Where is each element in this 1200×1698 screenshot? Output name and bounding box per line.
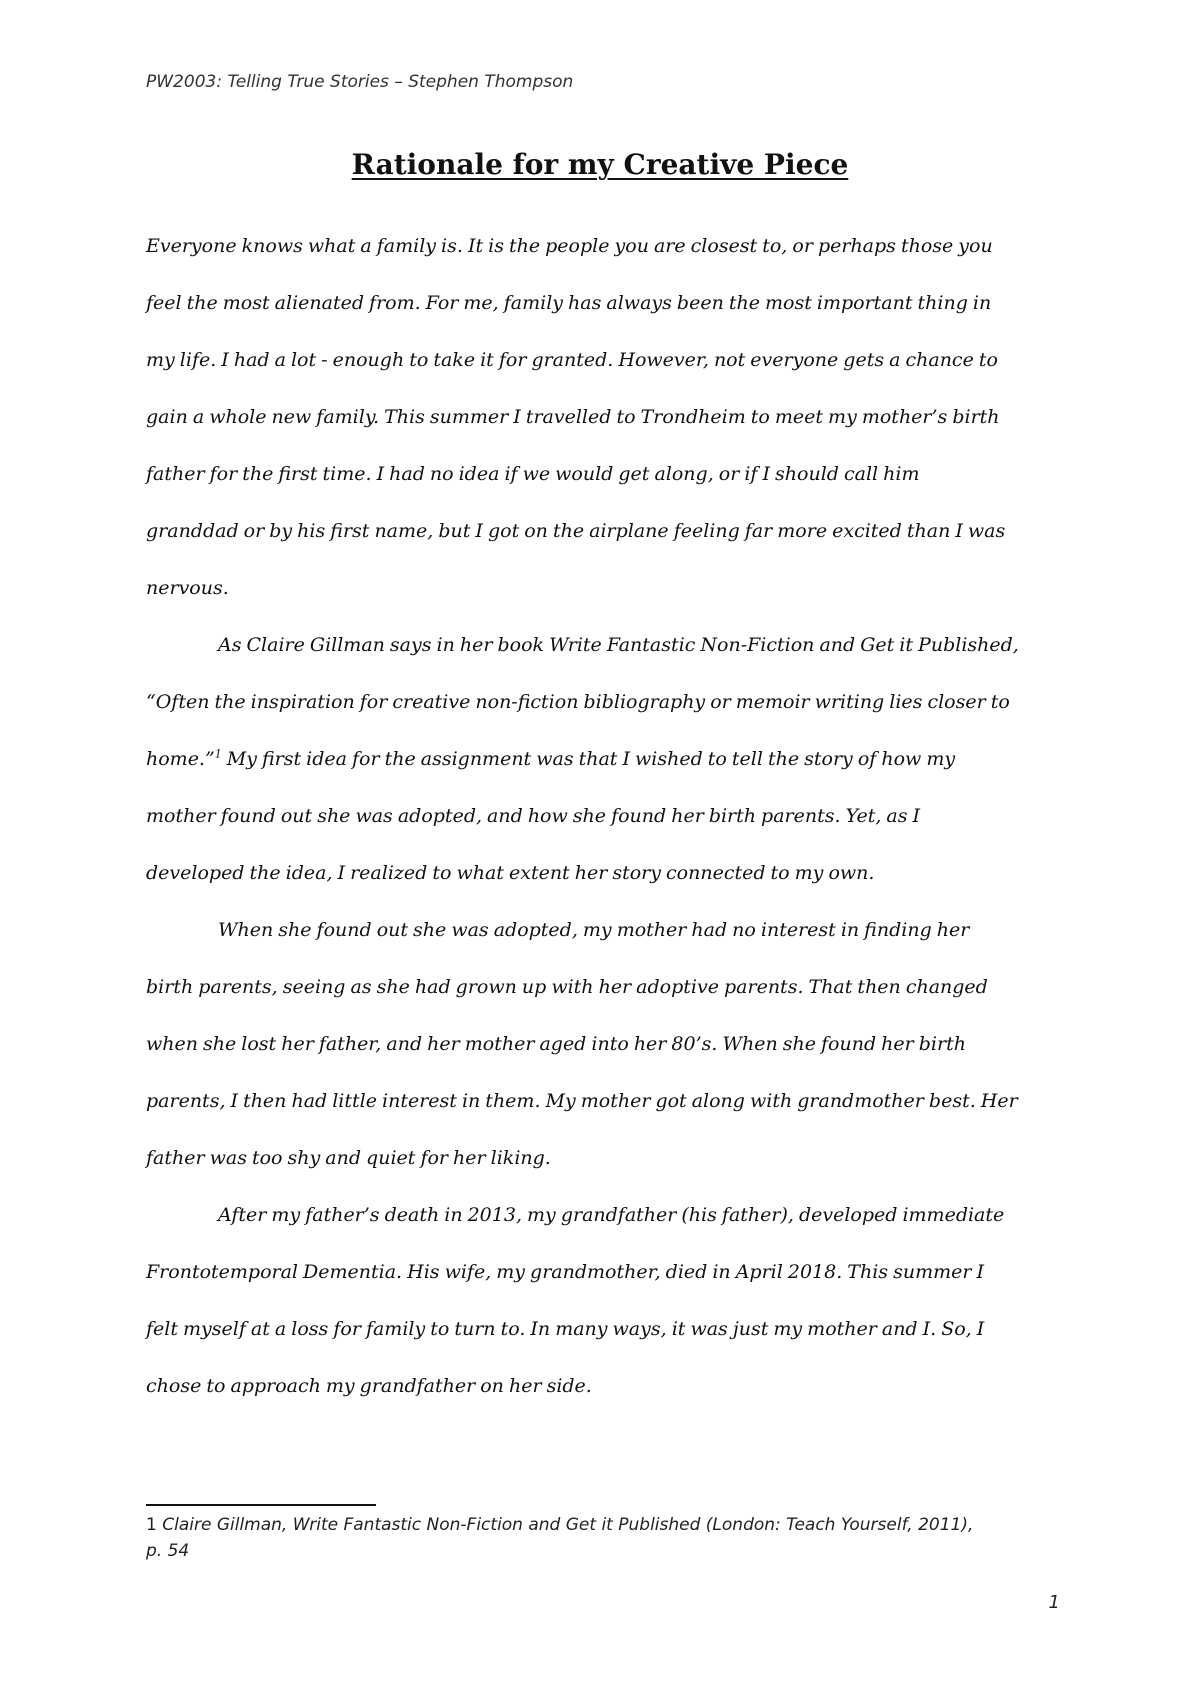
- paragraph-4: [146, 1206, 1056, 1434]
- text-line: When she found out she was adopted, my mother had no interest in finding her: [218, 919, 970, 941]
- text-line: granddad or by his first name, but I got on the airplane feeling far more excited than I was: [146, 520, 1006, 542]
- footnote-divider: [146, 1504, 376, 1506]
- text-line: felt myself at a loss for family to turn to. In many ways, it was just my mother and I. So, I: [146, 1318, 985, 1340]
- paragraph-2: [146, 636, 1056, 921]
- body-text: [146, 237, 1056, 1434]
- text-fragment: home.”: [146, 748, 215, 770]
- footnote-number: 1: [146, 1515, 157, 1535]
- text-line: chose to approach my grandfather on her side.: [146, 1375, 592, 1397]
- text-line: when she lost her father, and her mother aged into her 80’s. When she found her birth: [146, 1033, 966, 1055]
- text-line: Everyone knows what a family is. It is the people you are closest to, or perhaps those you: [146, 235, 993, 257]
- text-line-with-footnote: [146, 731, 1056, 788]
- text-line: As Claire Gillman says in her book Write Fantastic Non-Fiction and Get it Published,: [218, 634, 1019, 656]
- text-line: nervous.: [146, 577, 229, 599]
- page-number: 1: [1048, 1592, 1060, 1613]
- paragraph-3: [146, 921, 1056, 1206]
- text-line: father for the first time. I had no idea if we would get along, or if I should call him: [146, 463, 920, 485]
- footnote-reference[interactable]: 1: [214, 747, 222, 761]
- text-line: mother found out she was adopted, and how she found her birth parents. Yet, as I: [146, 805, 921, 827]
- footnote-text-continued: p. 54: [146, 1541, 190, 1561]
- footnote-text: Claire Gillman, Write Fantastic Non-Fiction and Get it Published (London: Teach Yourself, 2011),: [162, 1515, 974, 1535]
- text-fragment: My first idea for the assignment was that I wished to tell the story of how my: [221, 748, 956, 770]
- text-line: father was too shy and quiet for her liking.: [146, 1147, 551, 1169]
- running-header: PW2003: Telling True Stories – Stephen Thompson: [146, 72, 574, 92]
- text-line: developed the idea, I realized to what extent her story connected to my own.: [146, 862, 875, 884]
- text-line: birth parents, seeing as she had grown up with her adoptive parents. That then changed: [146, 976, 988, 998]
- text-line: my life. I had a lot - enough to take it for granted. However, not everyone gets a chance to: [146, 349, 998, 371]
- text-line: gain a whole new family. This summer I travelled to Trondheim to meet my mother’s birth: [146, 406, 1000, 428]
- text-line: feel the most alienated from. For me, family has always been the most important thing in: [146, 292, 992, 314]
- paragraph-1: [146, 237, 1056, 636]
- text-line: Frontotemporal Dementia. His wife, my grandmother, died in April 2018. This summer I: [146, 1261, 984, 1283]
- footnote-line: [146, 1512, 1066, 1538]
- page-title: Rationale for my Creative Piece: [351, 148, 849, 181]
- text-line: parents, I then had little interest in them. My mother got along with grandmother best. Her: [146, 1090, 1018, 1112]
- footnote: [146, 1512, 1066, 1564]
- text-line: “Often the inspiration for creative non-fiction bibliography or memoir writing lies closer to: [146, 691, 1010, 713]
- text-line: After my father’s death in 2013, my grandfather (his father), developed immediate: [218, 1204, 1005, 1226]
